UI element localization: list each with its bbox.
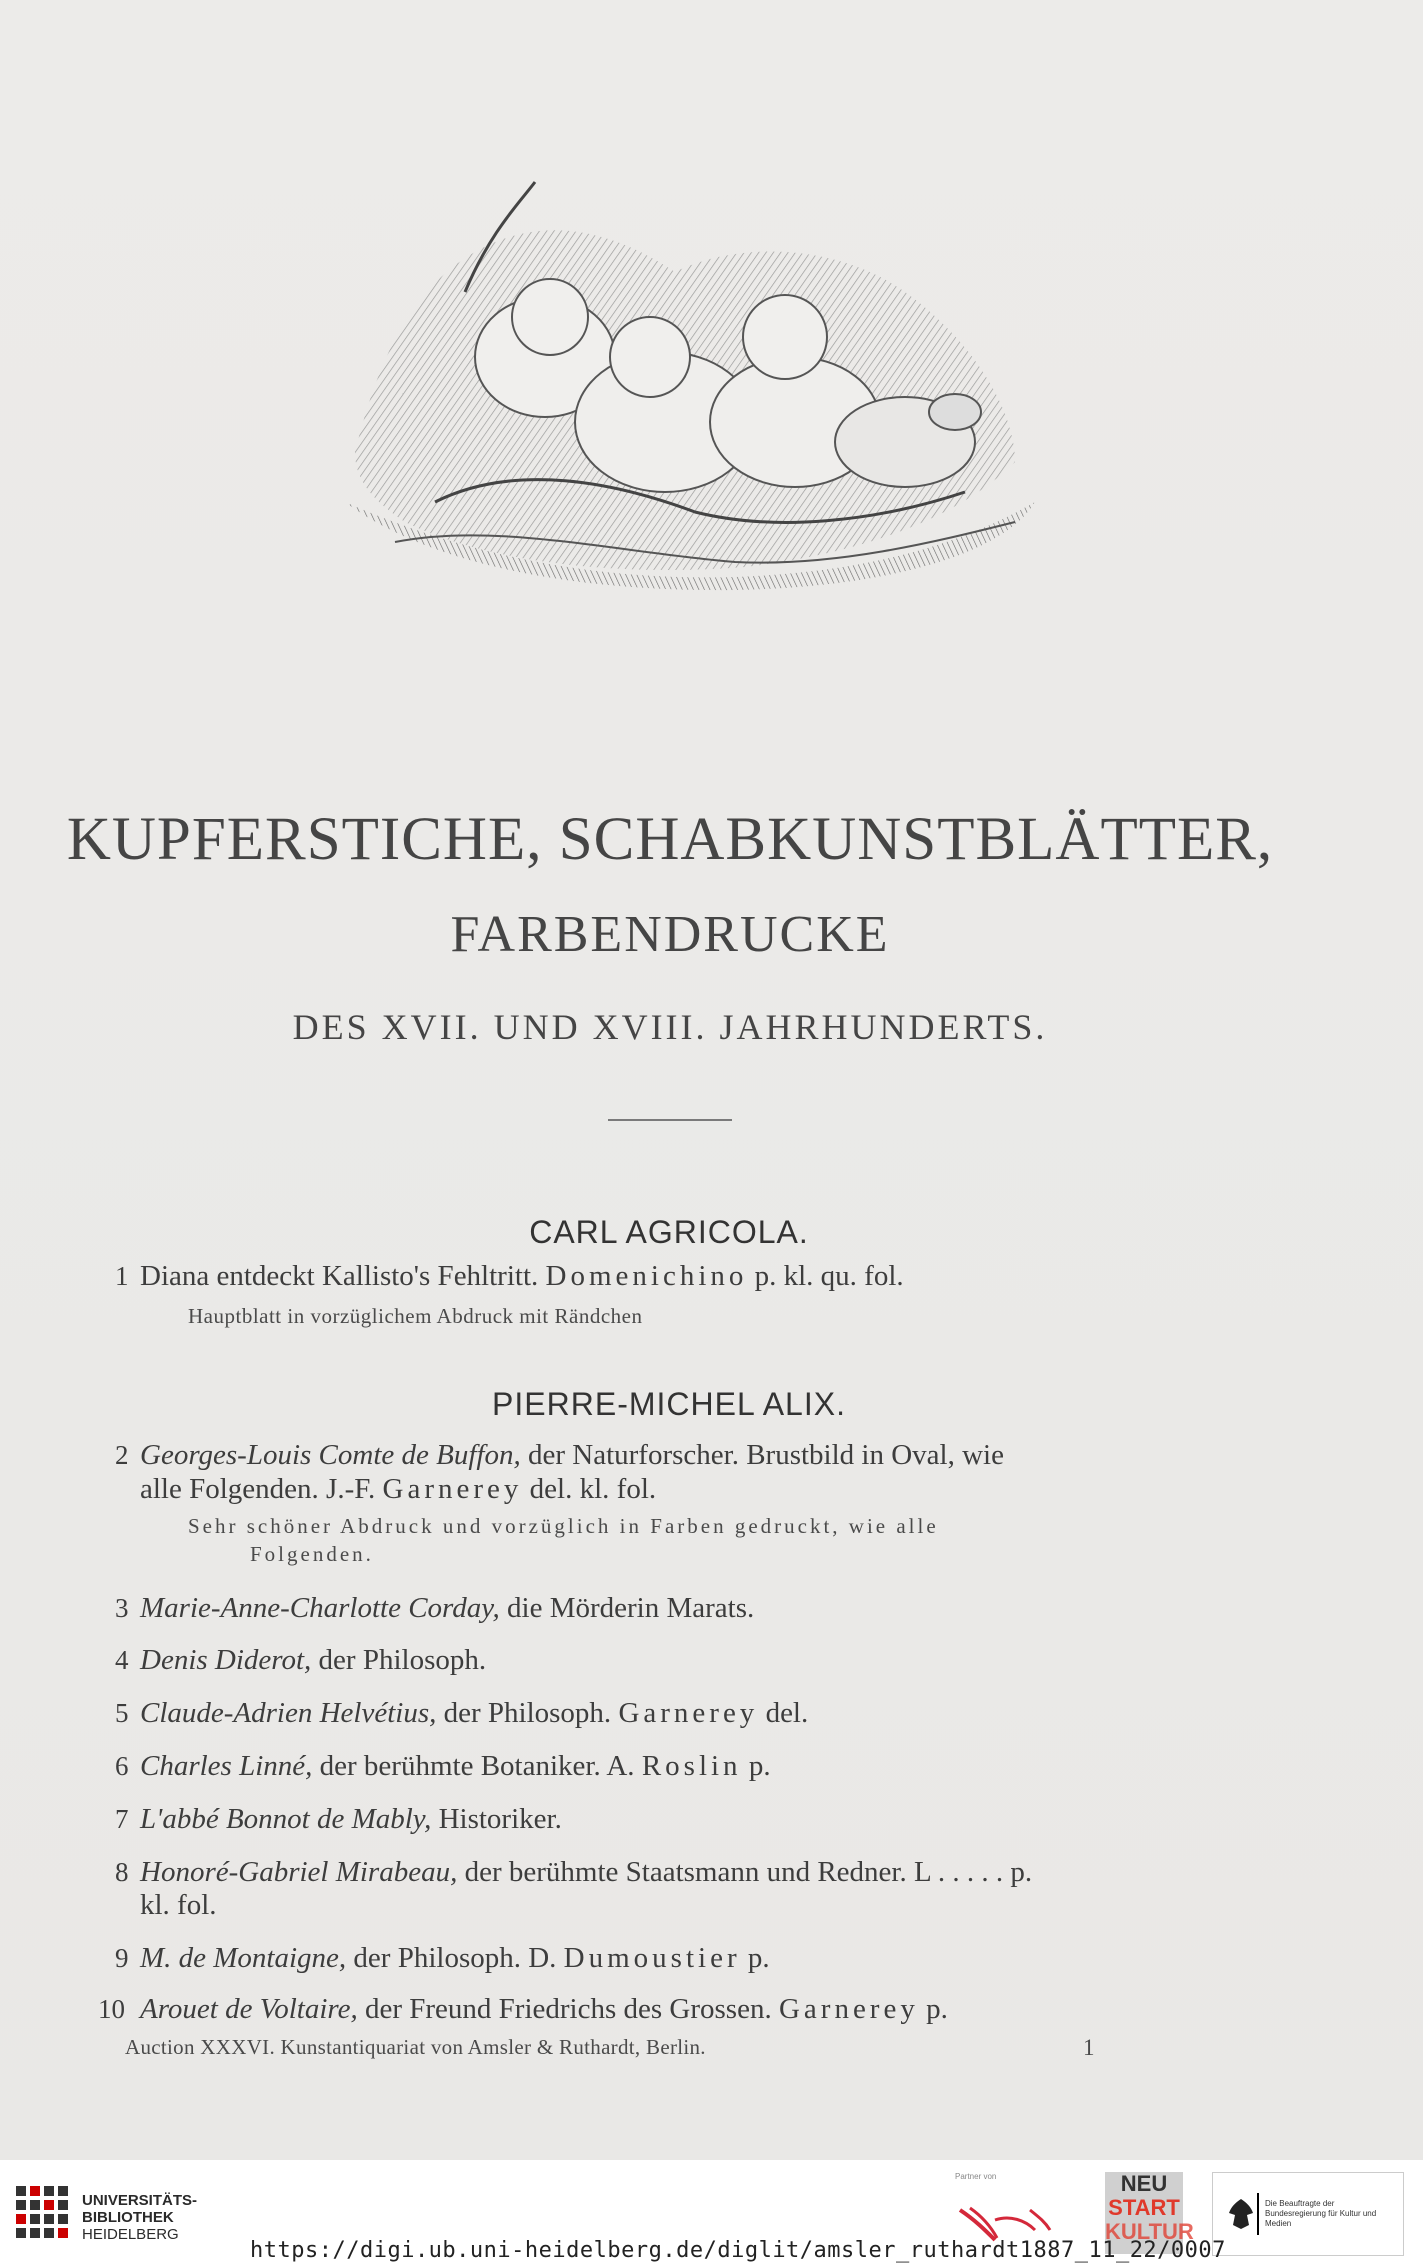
entry-number: 3 [115,1593,129,1623]
entry-description: die Mörderin Marats. [507,1592,755,1624]
title-line-2: FARBENDRUCKE [450,906,890,963]
entry-description: der Philosoph. [443,1697,612,1729]
neustart-kultur: KULTUR [1105,2219,1194,2244]
entry-number: 9 [115,1943,129,1973]
catalog-entry [115,1697,1230,1730]
entry-text: Diana entdeckt Kallisto's Fehltritt. [140,1260,539,1292]
catalog-entry-continued: kl. fol. [140,1889,217,1921]
entry-number: 1 [115,1261,129,1291]
entry-title: Arouet de Voltaire, [140,1993,358,2025]
federal-eagle-icon [1227,2197,1255,2231]
entry-number: 10 [98,1994,125,2024]
catalog-entry [115,1856,1230,1889]
divider-rule [608,1119,732,1121]
ub-line-3: HEIDELBERG [82,2226,179,2243]
entry-title: Honoré-Gabriel Mirabeau, [140,1856,458,1888]
catalog-entry [98,1993,1230,2026]
entry-tail: p. kl. qu. fol. [754,1260,904,1292]
ub-line-2: BIBLIOTHEK [82,2209,174,2226]
catalog-entry [115,1592,1230,1625]
entry-note: Folgenden. [250,1542,374,1566]
entry-note: Hauptblatt in vorzüglichem Abdruck mit Rändchen [188,1304,643,1328]
neustart-neu: NEU [1120,2171,1168,2196]
entry-number: 7 [115,1804,129,1834]
entry-number: 2 [115,1440,129,1470]
entry-title: Denis Diderot, [140,1644,312,1676]
artist-heading: PIERRE-MICHEL ALIX. [492,1386,846,1422]
catalog-entry-continued [140,1473,1230,1506]
entry-number: 8 [115,1857,129,1887]
entry-number: 6 [115,1751,129,1781]
entry-tail: p. [747,1942,770,1974]
title-line-3: DES XVII. UND XVIII. JAHRHUNDERTS. [292,1007,1048,1047]
neustart-start: START [1108,2195,1180,2220]
partner-label: Partner von [955,2172,997,2181]
entry-engraver: Roslin [641,1750,742,1782]
catalog-entry [115,1942,1230,1975]
catalog-entry [115,1803,1230,1836]
entry-description: der Naturforscher. Brustbild in Oval, wie [527,1439,1004,1471]
entry-description: der Philosoph. D. [353,1942,557,1974]
entry-engraver: Domenichino [545,1260,748,1292]
entry-tail: p. [926,1993,948,2025]
catalog-entry [115,1750,1230,1783]
entry-engraver: Garnerey [618,1697,759,1729]
entry-description: Historiker. [438,1803,562,1835]
entry-tail: p. [748,1750,771,1782]
entry-description: der berühmte Staatsmann und Redner. L . . . . . p. [464,1856,1033,1888]
entry-title: L'abbé Bonnot de Mably, [140,1803,432,1835]
ub-line-1: UNIVERSITÄTS- [82,2192,198,2209]
page-number: 1 [1083,2035,1095,2060]
entry-note: Sehr schöner Abdruck und vorzüglich in Farben gedruckt, wie alle [188,1514,939,1538]
entry-description: alle Folgenden. J.-F. [140,1473,376,1505]
entry-description: der Freund Friedrichs des Grossen. [364,1993,772,2025]
entry-tail: del. [765,1697,809,1729]
entry-tail: del. kl. fol. [529,1473,657,1505]
catalog-entry [115,1644,1230,1677]
bkm-text: Die Beauftragte der Bundesregierung für Kultur und Medien [1265,2199,1377,2228]
page-footer: Auction XXXVI. Kunstantiquariat von Amsler & Ruthardt, Berlin. [125,2035,706,2059]
entry-title: Charles Linné, [140,1750,313,1782]
entry-engraver: Garnerey [778,1993,919,2025]
artist-heading: CARL AGRICOLA. [529,1214,809,1250]
university-library-name [82,2192,197,2243]
university-library-logo-icon [12,2182,76,2246]
entry-engraver: Garnerey [382,1473,523,1505]
entry-title: Claude-Adrien Helvétius, [140,1697,437,1729]
permalink-url[interactable]: https://digi.ub.uni-heidelberg.de/diglit/amsler_ruthardt1887_11_22/0007 [250,2238,1226,2263]
entry-number: 4 [115,1645,129,1675]
entry-title: M. de Montaigne, [140,1942,347,1974]
putti-vignette-engraving [315,122,1055,592]
entry-description: der Philosoph. [318,1644,487,1676]
entry-title: Georges-Louis Comte de Buffon, [140,1439,521,1471]
catalog-entry [115,1439,1230,1472]
entry-engraver: Dumoustier [563,1942,741,1974]
entry-description: der berühmte Botaniker. A. [319,1750,635,1782]
bkm-flag-bar [1257,2193,1259,2235]
bkm-logo [1212,2172,1404,2256]
title-line-1: KUPFERSTICHE, SCHABKUNSTBLÄTTER, [66,806,1274,873]
entry-number: 5 [115,1698,129,1728]
entry-title: Marie-Anne-Charlotte Corday, [140,1592,500,1624]
catalog-entry [115,1260,1230,1293]
